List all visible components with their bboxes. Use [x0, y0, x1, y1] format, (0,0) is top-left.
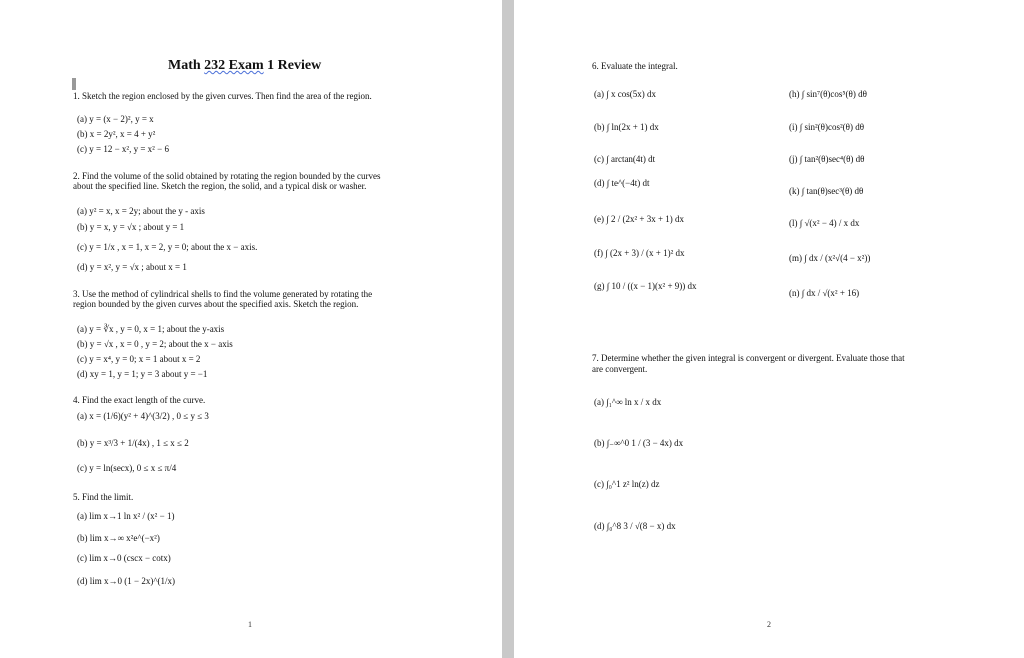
document-page-1 [0, 0, 502, 658]
question-7d: (d) ∫₀^8 3 / √(8 − x) dx [594, 521, 676, 531]
question-7a: (a) ∫₁^∞ ln x / x dx [594, 397, 662, 407]
question-5b: (b) lim x→∞ x²e^(−x²) [77, 533, 160, 543]
document-page-2 [514, 0, 1024, 658]
question-6m: (m) ∫ dx / (x²√(4 − x²)) [789, 253, 871, 263]
spellcheck-underlined-text: 232 Exam [204, 58, 264, 73]
exam-title: Math 232 Exam 1 Review [168, 58, 322, 73]
question-6b: (b) ∫ ln(2x + 1) dx [594, 122, 659, 132]
question-2a: (a) y² = x, x = 2y; about the y - axis [77, 206, 205, 216]
page-number: 1 [248, 620, 252, 629]
question-5a: (a) lim x→1 ln x² / (x² − 1) [77, 511, 175, 521]
question-1b: (b) x = 2y², x = 4 + y² [77, 129, 156, 139]
question-3-line-2: region bounded by the given curves about the specified axis. Sketch the region. [73, 299, 359, 309]
question-6f: (f) ∫ (2x + 3) / (x + 1)² dx [594, 248, 685, 258]
question-6k: (k) ∫ tan(θ)sec³(θ) dθ [789, 186, 864, 196]
question-7-line-2: are convergent. [592, 364, 648, 374]
question-2-line-2: about the specified line. Sketch the region, the solid, and a typical disk or washer. [73, 181, 367, 191]
question-1a: (a) y = (x − 2)², y = x [77, 114, 154, 124]
question-3a: (a) y = ∛x , y = 0, x = 1; about the y-axis [77, 324, 225, 334]
question-5d: (d) lim x→0 (1 − 2x)^(1/x) [77, 576, 176, 586]
text-cursor [72, 78, 76, 90]
question-3b: (b) y = √x , x = 0 , y = 2; about the x − axis [77, 339, 233, 349]
question-7c: (c) ∫₀^1 z² ln(z) dz [594, 479, 660, 489]
question-5: 5. Find the limit. [73, 492, 134, 502]
question-2c: (c) y = 1/x , x = 1, x = 2, y = 0; about the x − axis. [77, 242, 258, 252]
question-7b: (b) ∫₋∞^0 1 / (3 − 4x) dx [594, 438, 684, 448]
question-6g: (g) ∫ 10 / ((x − 1)(x² + 9)) dx [594, 281, 697, 291]
question-4b: (b) y = x³/3 + 1/(4x) , 1 ≤ x ≤ 2 [77, 438, 189, 448]
question-6a: (a) ∫ x cos(5x) dx [594, 89, 656, 99]
question-6i: (i) ∫ sin²(θ)cos²(θ) dθ [789, 122, 865, 132]
question-3c: (c) y = x⁴, y = 0; x = 1 about x = 2 [77, 354, 201, 364]
question-6: 6. Evaluate the integral. [592, 61, 678, 71]
question-6c: (c) ∫ arctan(4t) dt [594, 154, 656, 164]
question-6h: (h) ∫ sin⁷(θ)cos⁵(θ) dθ [789, 89, 867, 99]
question-4c: (c) y = ln(secx), 0 ≤ x ≤ π/4 [77, 463, 177, 473]
question-4: 4. Find the exact length of the curve. [73, 395, 206, 405]
question-6e: (e) ∫ 2 / (2x² + 3x + 1) dx [594, 214, 685, 224]
question-4a: (a) x = (1/6)(y² + 4)^(3/2) , 0 ≤ y ≤ 3 [77, 411, 209, 421]
question-3d: (d) xy = 1, y = 1; y = 3 about y = −1 [77, 369, 208, 379]
question-2d: (d) y = x², y = √x ; about x = 1 [77, 262, 187, 272]
question-6l: (l) ∫ √(x² − 4) / x dx [789, 218, 860, 228]
question-1c: (c) y = 12 − x², y = x² − 6 [77, 144, 169, 154]
question-7-line-1: 7. Determine whether the given integral is convergent or divergent. Evaluate those that [592, 353, 905, 363]
question-2-line-1: 2. Find the volume of the solid obtained by rotating the region bounded by the curves [73, 171, 381, 181]
question-6d: (d) ∫ te^(−4t) dt [594, 178, 650, 188]
question-2b: (b) y = x, y = √x ; about y = 1 [77, 222, 185, 232]
question-1: 1. Sketch the region enclosed by the given curves. Then find the area of the region. [73, 91, 372, 101]
question-5c: (c) lim x→0 (cscx − cotx) [77, 553, 171, 563]
question-3-line-1: 3. Use the method of cylindrical shells to find the volume generated by rotating the [73, 289, 373, 299]
page-number: 2 [767, 620, 771, 629]
question-6j: (j) ∫ tan²(θ)sec⁴(θ) dθ [789, 154, 865, 164]
question-6n: (n) ∫ dx / √(x² + 16) [789, 288, 860, 298]
